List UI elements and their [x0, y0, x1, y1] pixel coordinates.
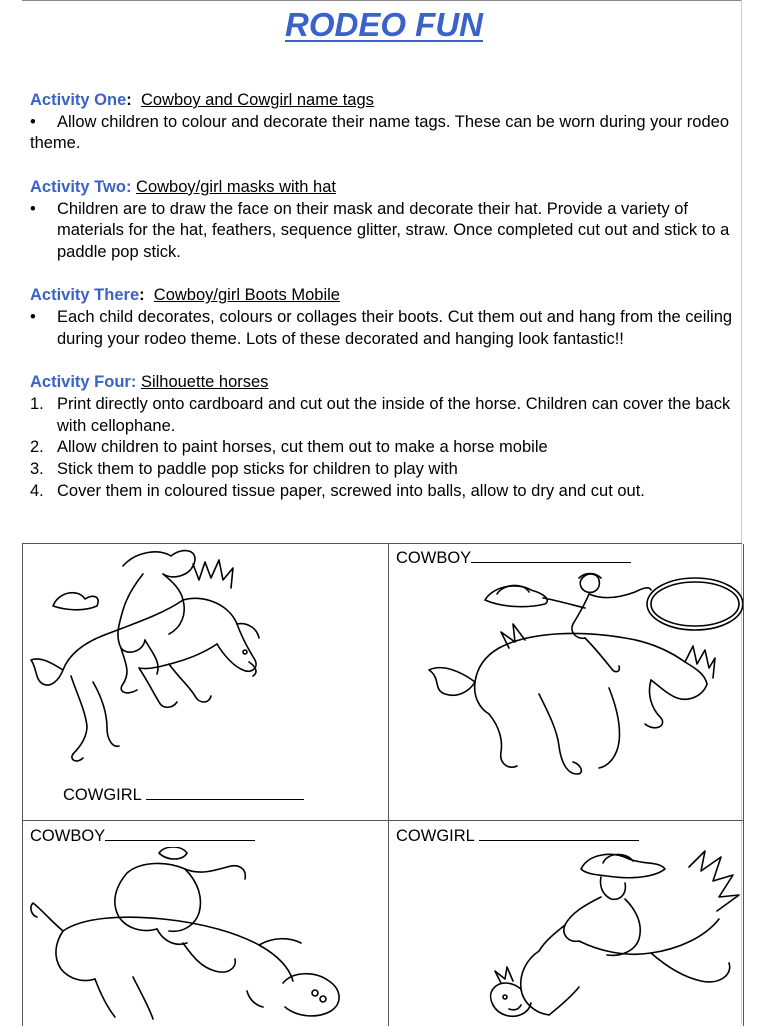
activity-label: Activity Four:: [30, 373, 137, 392]
cowgirl-label: COWGIRL: [63, 786, 142, 804]
page-title: RODEO FUN: [285, 6, 483, 43]
page-top-rule: [22, 0, 742, 1]
cowgirl-name-line: [63, 785, 304, 805]
step-text: Allow children to paint horses, cut them out to make a horse mobile: [57, 438, 548, 457]
bullet-mark: •: [30, 112, 36, 131]
activity-four: [30, 372, 742, 502]
bullet-text: Children are to draw the face on their mask and decorate their hat. Provide a variety of materials for the hat, feathers, sequence glitter, straw. Once completed cut out and stick to a paddle pop stick.: [57, 199, 730, 261]
activity-heading: [30, 285, 742, 307]
cowgirl-on-bucking-horse-illustration: [389, 847, 743, 1027]
activity-two: [30, 177, 742, 264]
activities-section: [30, 90, 742, 524]
activity-one: [30, 90, 742, 155]
name-blank: [146, 785, 304, 800]
activity-label: Activity There: [30, 286, 140, 305]
activity-title: Cowboy and Cowgirl name tags: [140, 91, 374, 109]
bullet-text: Each child decorates, colours or collages their boots. Cut them out and hang from the ceiling during your rodeo theme. Lots of these decorated and hanging look fantastic!!: [57, 308, 733, 348]
activity-heading: [30, 90, 742, 112]
activity-title: Silhouette horses: [140, 373, 269, 392]
bucking-horse-rider-illustration: [23, 544, 389, 784]
cowboy-name-line: [30, 826, 255, 846]
cowboy-on-bull-illustration: [23, 847, 389, 1027]
step-text: Cover them in coloured tissue paper, screwed into balls, allow to dry and cut out.: [57, 481, 645, 500]
activity-label-colon: :: [126, 91, 132, 109]
activity-label-colon: :: [139, 286, 145, 305]
bullet-mark: •: [30, 199, 36, 218]
cell-cowboy-bottom-left: [22, 820, 389, 1026]
name-blank: [471, 548, 631, 563]
activity-heading: [30, 372, 742, 394]
step-item: [30, 481, 742, 503]
activity-steps: [30, 394, 742, 503]
cowgirl-label: COWGIRL: [396, 827, 475, 845]
activity-title: Cowboy/girl masks with hat: [136, 177, 336, 196]
activity-bullet: [30, 112, 742, 155]
step-number: 2.: [30, 438, 44, 457]
cell-cowgirl-top-left: [22, 544, 389, 820]
cowboy-name-line: [396, 548, 631, 568]
activity-label: Activity One: [30, 91, 127, 109]
step-number: 4.: [30, 481, 44, 500]
cowboy-label: COWBOY: [30, 827, 106, 845]
activity-heading: [30, 177, 742, 199]
activity-bullet: [30, 199, 742, 264]
step-number: 3.: [30, 459, 44, 478]
activity-label: Activity Two:: [30, 177, 132, 196]
step-text: Print directly onto cardboard and cut out the inside of the horse. Children can cover the back with cellophane.: [57, 394, 731, 435]
activity-title: Cowboy/girl Boots Mobile: [153, 286, 340, 305]
bronc-rider-with-lasso-illustration: [389, 568, 743, 818]
colouring-grid: [22, 543, 742, 1025]
step-item: [30, 437, 742, 459]
cell-cowboy-top-right: [388, 544, 744, 820]
bullet-mark: •: [30, 308, 36, 326]
step-item: [30, 394, 742, 437]
name-blank: [105, 826, 255, 841]
step-number: 1.: [30, 394, 44, 413]
cowgirl-name-line: [396, 826, 639, 846]
activity-bullet: [30, 307, 742, 350]
activity-three: [30, 285, 742, 350]
step-text: Stick them to paddle pop sticks for children to play with: [57, 459, 458, 478]
name-blank: [479, 826, 639, 841]
cell-cowgirl-bottom-right: [388, 820, 744, 1026]
cowboy-label: COWBOY: [396, 549, 472, 567]
bullet-text: Allow children to colour and decorate their name tags. These can be worn during your rodeo theme.: [30, 112, 730, 153]
step-item: [30, 459, 742, 481]
